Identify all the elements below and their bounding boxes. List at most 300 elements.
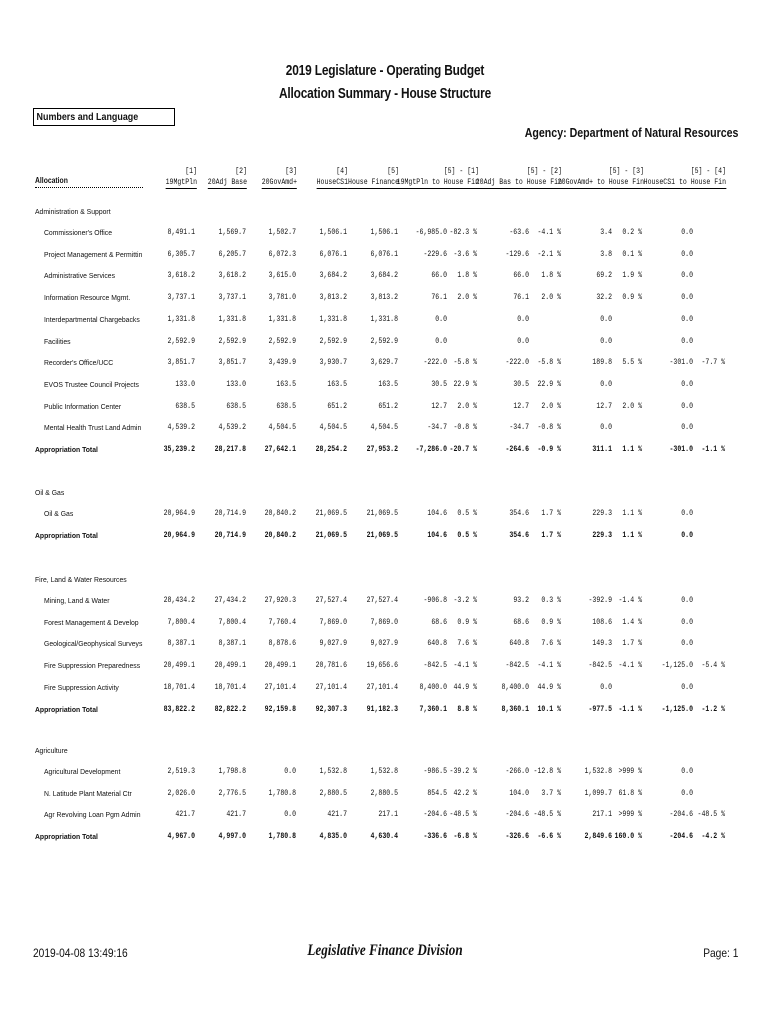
cell-value: -1,125.0 xyxy=(661,660,693,671)
allocation-label: N. Latitude Plant Material Ctr xyxy=(44,788,132,798)
cell-value: 1,099.7 xyxy=(584,787,612,798)
column-header-label: 20Adj Bas to House Fin xyxy=(475,177,562,187)
cell-value: 1.7 % xyxy=(541,508,561,518)
cell-value: 20,781.6 xyxy=(315,660,347,671)
footer-timestamp: 2019-04-08 13:49:16 xyxy=(33,946,128,960)
cell-value: 12.7 xyxy=(431,400,447,411)
cell-value: -3.6 % xyxy=(453,248,477,259)
cell-value: 3,781.0 xyxy=(268,292,296,303)
cell-value: 0.9 % xyxy=(541,616,561,627)
allocation-label: Fire Suppression Activity xyxy=(44,682,119,692)
cell-value: 2,592.9 xyxy=(370,335,398,346)
cell-value: 0.0 xyxy=(681,681,693,692)
cell-value: -48.5 % xyxy=(533,809,561,820)
cell-value: 1.8 % xyxy=(457,270,477,281)
cell-value: 7,869.0 xyxy=(319,616,347,627)
cell-value: 1,798.8 xyxy=(218,766,246,776)
cell-value: -204.6 xyxy=(669,809,693,820)
cell-value: 0.0 xyxy=(681,595,693,605)
cell-value: 18,701.4 xyxy=(163,681,195,692)
allocation-label: Administrative Services xyxy=(44,271,116,281)
allocation-label: Recorder's Office/UCC xyxy=(44,358,114,368)
cell-value: -82.3 % xyxy=(449,227,477,237)
cell-value: 12.7 xyxy=(596,400,612,411)
cell-value: 0.0 xyxy=(435,335,447,346)
cell-value: 217.1 xyxy=(592,809,612,820)
cell-value: 2,519.3 xyxy=(167,766,195,776)
cell-value: 3,851.7 xyxy=(218,357,246,368)
numbers-language-label: Numbers and Language xyxy=(36,111,139,123)
total-value: 35,239.2 xyxy=(163,444,195,454)
total-value: 2,849.6 xyxy=(584,831,612,842)
cell-value: -842.5 xyxy=(423,660,447,671)
cell-value: 0.0 xyxy=(681,248,693,259)
cell-value: 3,629.7 xyxy=(370,357,398,368)
cell-value: 27,101.4 xyxy=(366,681,398,692)
cell-value: 61.8 % xyxy=(618,787,642,798)
cell-value: 9,027.9 xyxy=(319,638,347,649)
cell-value: 8,387.1 xyxy=(218,638,246,649)
allocation-header-underline xyxy=(35,187,143,188)
cell-value: 6,305.7 xyxy=(167,248,195,259)
cell-value: -34.7 xyxy=(509,422,529,433)
cell-value: 104.0 xyxy=(509,787,529,798)
total-value: 0.0 xyxy=(681,529,693,540)
total-value: -1,125.0 xyxy=(661,703,693,714)
cell-value: -0.8 % xyxy=(537,422,561,433)
cell-value: 6,205.7 xyxy=(218,248,246,259)
cell-value: 1.9 % xyxy=(622,270,642,281)
total-value: 83,822.2 xyxy=(163,703,195,714)
total-value: -20.7 % xyxy=(449,444,477,454)
cell-value: 4,504.5 xyxy=(268,422,296,433)
total-value: 311.1 xyxy=(592,444,612,454)
total-value: 4,967.0 xyxy=(167,831,195,842)
cell-value: 0.0 xyxy=(600,422,612,433)
cell-value: 229.3 xyxy=(592,508,612,518)
total-value: 28,217.8 xyxy=(214,444,246,454)
cell-value: 20,499.1 xyxy=(163,660,195,671)
total-value: -264.6 xyxy=(505,444,529,454)
cell-value: 1.1 % xyxy=(622,508,642,518)
column-header-label: House Finance xyxy=(348,177,399,187)
total-value: 1.1 % xyxy=(622,529,642,540)
section-heading: Agriculture xyxy=(35,746,68,755)
cell-value: -4.1 % xyxy=(618,660,642,671)
cell-value: 149.3 xyxy=(592,638,612,649)
column-header-label: 19MgtPln to House Fin xyxy=(396,177,479,187)
cell-value: 2.0 % xyxy=(622,400,642,411)
cell-value: 20,499.1 xyxy=(214,660,246,671)
cell-value: -392.9 xyxy=(588,595,612,605)
cell-value: 0.0 xyxy=(681,270,693,281)
cell-value: 0.0 xyxy=(681,400,693,411)
cell-value: 6,072.3 xyxy=(268,248,296,259)
cell-value: 68.6 xyxy=(513,616,529,627)
cell-value: 163.5 xyxy=(378,378,398,389)
footer-page-number: Page: 1 xyxy=(702,946,738,960)
cell-value: 21,069.5 xyxy=(315,508,347,518)
cell-value: 8,491.1 xyxy=(167,227,195,237)
total-value: 104.6 xyxy=(427,529,447,540)
cell-value: -129.6 xyxy=(505,248,529,259)
total-value: -6.8 % xyxy=(453,831,477,842)
cell-value: -4.1 % xyxy=(537,660,561,671)
cell-value: 2,776.5 xyxy=(218,787,246,798)
cell-value: 4,504.5 xyxy=(370,422,398,433)
allocation-label: Mental Health Trust Land Admin xyxy=(44,423,142,433)
column-number-8: [5] - [3] xyxy=(608,166,644,176)
cell-value: -6,985.0 xyxy=(415,227,447,237)
cell-value: -4.1 % xyxy=(453,660,477,671)
cell-value: -266.0 xyxy=(505,766,529,776)
cell-value: 2.0 % xyxy=(541,400,561,411)
cell-value: 0.0 xyxy=(681,787,693,798)
cell-value: 8,387.1 xyxy=(167,638,195,649)
cell-value: 3.7 % xyxy=(541,787,561,798)
cell-value: 1,331.8 xyxy=(167,313,195,324)
cell-value: 651.2 xyxy=(327,400,347,411)
total-value: 92,307.3 xyxy=(315,703,347,714)
total-value: 1.1 % xyxy=(622,444,642,454)
cell-value: -39.2 % xyxy=(449,766,477,776)
cell-value: 32.2 xyxy=(596,292,612,303)
total-value: -301.0 xyxy=(669,444,693,454)
total-value: 28,254.2 xyxy=(315,444,347,454)
cell-value: 1,331.8 xyxy=(370,313,398,324)
column-number-7: [5] - [2] xyxy=(526,166,562,176)
cell-value: 3,813.2 xyxy=(319,292,347,303)
cell-value: 0.9 % xyxy=(457,616,477,627)
column-header-label: 20Adj Base xyxy=(207,177,247,187)
cell-value: 19,656.6 xyxy=(366,660,398,671)
total-value: 21,069.5 xyxy=(366,529,398,540)
cell-value: 0.0 xyxy=(517,335,529,346)
cell-value: 22.9 % xyxy=(537,378,561,389)
cell-value: -1.4 % xyxy=(618,595,642,605)
cell-value: 7,869.0 xyxy=(370,616,398,627)
cell-value: 27,101.4 xyxy=(315,681,347,692)
allocation-label: Commissioner's Office xyxy=(44,228,113,237)
cell-value: 1.4 % xyxy=(622,616,642,627)
cell-value: 0.0 xyxy=(681,638,693,649)
cell-value: 2,592.9 xyxy=(319,335,347,346)
total-value: 0.5 % xyxy=(457,529,477,540)
total-value: 8,360.1 xyxy=(501,703,529,714)
cell-value: 0.0 xyxy=(435,313,447,324)
cell-value: 0.3 % xyxy=(541,595,561,605)
column-header-9 xyxy=(644,177,726,189)
cell-value: 2,880.5 xyxy=(319,787,347,798)
total-value: -326.6 xyxy=(505,831,529,842)
cell-value: 2,026.0 xyxy=(167,787,195,798)
cell-value: 0.0 xyxy=(600,681,612,692)
allocation-label: Geological/Geophysical Surveys xyxy=(44,639,143,649)
cell-value: 1,506.1 xyxy=(370,227,398,237)
cell-value: 2,880.5 xyxy=(370,787,398,798)
cell-value: 640.8 xyxy=(509,638,529,649)
cell-value: 27,920.3 xyxy=(264,595,296,605)
column-header-5 xyxy=(348,177,399,189)
numbers-language-box xyxy=(33,108,175,126)
cell-value: 30.5 xyxy=(513,378,529,389)
cell-value: 638.5 xyxy=(175,400,195,411)
total-value: -1.1 % xyxy=(701,444,725,454)
total-value: 229.3 xyxy=(592,529,612,540)
cell-value: 0.0 xyxy=(681,292,693,303)
cell-value: 0.0 xyxy=(600,313,612,324)
total-value: -7,286.0 xyxy=(415,444,447,454)
cell-value: 2.0 % xyxy=(457,292,477,303)
column-header-label: 19MgtPln xyxy=(165,177,197,187)
cell-value: 0.1 % xyxy=(622,248,642,259)
cell-value: 44.9 % xyxy=(453,681,477,692)
cell-value: 3,851.7 xyxy=(167,357,195,368)
column-number-6: [5] - [1] xyxy=(443,166,479,176)
cell-value: 1,331.8 xyxy=(268,313,296,324)
cell-value: 3,930.7 xyxy=(319,357,347,368)
cell-value: -204.6 xyxy=(505,809,529,820)
cell-value: 76.1 xyxy=(513,292,529,303)
cell-value: 638.5 xyxy=(276,400,296,411)
cell-value: 28,434.2 xyxy=(163,595,195,605)
total-value: 82,822.2 xyxy=(214,703,246,714)
cell-value: 0.0 xyxy=(681,227,693,237)
cell-value: 68.6 xyxy=(431,616,447,627)
appropriation-total-label: Appropriation Total xyxy=(35,445,98,454)
cell-value: 1,532.8 xyxy=(584,766,612,776)
cell-value: 0.0 xyxy=(517,313,529,324)
cell-value: 5.5 % xyxy=(622,357,642,368)
allocation-label: Project Management & Permittin xyxy=(44,249,143,259)
cell-value: 2,592.9 xyxy=(268,335,296,346)
total-value: 4,997.0 xyxy=(218,831,246,842)
cell-value: 1,331.8 xyxy=(218,313,246,324)
allocation-header: Allocation xyxy=(35,176,68,185)
cell-value: 0.9 % xyxy=(622,292,642,303)
cell-value: 18,701.4 xyxy=(214,681,246,692)
cell-value: 20,964.9 xyxy=(163,508,195,518)
total-value: 160.0 % xyxy=(614,831,642,842)
cell-value: -2.1 % xyxy=(537,248,561,259)
cell-value: 189.8 xyxy=(592,357,612,368)
cell-value: 4,504.5 xyxy=(319,422,347,433)
cell-value: 2,592.9 xyxy=(167,335,195,346)
cell-value: 7,800.4 xyxy=(218,616,246,627)
cell-value: 93.2 xyxy=(513,595,529,605)
cell-value: 20,714.9 xyxy=(214,508,246,518)
cell-value: 638.5 xyxy=(226,400,246,411)
cell-value: -34.7 xyxy=(427,422,447,433)
cell-value: >999 % xyxy=(618,766,642,776)
total-value: 21,069.5 xyxy=(315,529,347,540)
cell-value: 421.7 xyxy=(327,809,347,820)
cell-value: 66.0 xyxy=(513,270,529,281)
allocation-label: Agricultural Development xyxy=(44,767,121,776)
cell-value: 8,878.6 xyxy=(268,638,296,649)
cell-value: 0.0 xyxy=(284,766,296,776)
total-value: -4.2 % xyxy=(701,831,725,842)
cell-value: 133.0 xyxy=(175,378,195,389)
cell-value: -5.8 % xyxy=(453,357,477,368)
cell-value: 2,592.9 xyxy=(218,335,246,346)
cell-value: -5.4 % xyxy=(701,660,725,671)
cell-value: 8,400.0 xyxy=(501,681,529,692)
cell-value: 3,684.2 xyxy=(370,270,398,281)
total-value: 7,360.1 xyxy=(419,703,447,714)
cell-value: 20,840.2 xyxy=(264,508,296,518)
cell-value: 8,400.0 xyxy=(419,681,447,692)
cell-value: 1,502.7 xyxy=(268,227,296,237)
column-header-label: HouseCS1 xyxy=(316,177,348,187)
column-header-7 xyxy=(476,177,562,189)
section-heading: Fire, Land & Water Resources xyxy=(35,575,127,584)
cell-value: 0.2 % xyxy=(622,227,642,237)
cell-value: 1,331.8 xyxy=(319,313,347,324)
cell-value: 6,076.1 xyxy=(319,248,347,259)
allocation-label: Mining, Land & Water xyxy=(44,596,110,605)
cell-value: 27,434.2 xyxy=(214,595,246,605)
cell-value: 133.0 xyxy=(226,378,246,389)
cell-value: 76.1 xyxy=(431,292,447,303)
cell-value: 6,076.1 xyxy=(370,248,398,259)
cell-value: -63.6 xyxy=(509,227,529,237)
cell-value: -12.8 % xyxy=(533,766,561,776)
cell-value: -204.6 xyxy=(423,809,447,820)
cell-value: 1,532.8 xyxy=(319,766,347,776)
cell-value: 1,532.8 xyxy=(370,766,398,776)
cell-value: 7,760.4 xyxy=(268,616,296,627)
cell-value: 42.2 % xyxy=(453,787,477,798)
cell-value: 1.8 % xyxy=(541,270,561,281)
total-value: -977.5 xyxy=(588,703,612,714)
cell-value: 0.0 xyxy=(681,378,693,389)
cell-value: 4,539.2 xyxy=(218,422,246,433)
total-value: 1,780.8 xyxy=(268,831,296,842)
allocation-label: EVOS Trustee Council Projects xyxy=(44,379,139,389)
cell-value: 7.6 % xyxy=(541,638,561,649)
cell-value: 3.4 xyxy=(600,227,612,237)
cell-value: 3,615.0 xyxy=(268,270,296,281)
report-title: 2019 Legislature - Operating Budget xyxy=(285,63,485,79)
column-number-3: [3] xyxy=(285,166,297,176)
cell-value: 0.0 xyxy=(681,766,693,776)
total-value: 92,159.8 xyxy=(264,703,296,714)
cell-value: 0.0 xyxy=(681,508,693,518)
appropriation-total-label: Appropriation Total xyxy=(35,832,98,842)
cell-value: 7,800.4 xyxy=(167,616,195,627)
column-number-4: [4] xyxy=(336,166,348,176)
total-value: 354.6 xyxy=(509,529,529,540)
cell-value: >999 % xyxy=(618,809,642,820)
cell-value: 0.0 xyxy=(681,313,693,324)
cell-value: -4.1 % xyxy=(537,227,561,237)
cell-value: 30.5 xyxy=(431,378,447,389)
column-number-2: [2] xyxy=(235,166,247,176)
cell-value: 0.0 xyxy=(681,422,693,433)
cell-value: -7.7 % xyxy=(701,357,725,368)
cell-value: 3.8 xyxy=(600,248,612,259)
column-header-2 xyxy=(208,177,247,189)
cell-value: 3,618.2 xyxy=(167,270,195,281)
total-value: -336.6 xyxy=(423,831,447,842)
cell-value: -0.8 % xyxy=(453,422,477,433)
column-number-1: [1] xyxy=(185,166,197,176)
agency-label: Agency: Department of Natural Resources xyxy=(524,126,738,140)
cell-value: 4,539.2 xyxy=(167,422,195,433)
cell-value: 651.2 xyxy=(378,400,398,411)
column-header-label: 20GovAmd+ to House Fin xyxy=(557,177,644,187)
total-value: 8.8 % xyxy=(457,703,477,714)
cell-value: 108.6 xyxy=(592,616,612,627)
cell-value: 3,737.1 xyxy=(218,292,246,303)
cell-value: -222.0 xyxy=(505,357,529,368)
section-heading: Oil & Gas xyxy=(35,488,65,497)
column-header-4 xyxy=(317,177,348,189)
cell-value: 0.0 xyxy=(284,809,296,820)
column-number-5: [5] xyxy=(387,166,399,176)
cell-value: -842.5 xyxy=(505,660,529,671)
total-value: 91,182.3 xyxy=(366,703,398,714)
cell-value: 0.0 xyxy=(681,335,693,346)
allocation-label: Facilities xyxy=(44,336,71,346)
cell-value: -906.8 xyxy=(423,595,447,605)
cell-value: 3,618.2 xyxy=(218,270,246,281)
total-value: -6.6 % xyxy=(537,831,561,842)
total-value: 4,835.0 xyxy=(319,831,347,842)
cell-value: 421.7 xyxy=(175,809,195,820)
total-value: -1.2 % xyxy=(701,703,725,714)
allocation-label: Public Information Center xyxy=(44,401,122,411)
cell-value: 69.2 xyxy=(596,270,612,281)
column-header-8 xyxy=(558,177,644,189)
allocation-label: Interdepartmental Chargebacks xyxy=(44,314,140,324)
total-value: 20,840.2 xyxy=(264,529,296,540)
cell-value: 640.8 xyxy=(427,638,447,649)
section-heading: Administration & Support xyxy=(35,207,111,216)
total-value: 4,630.4 xyxy=(370,831,398,842)
cell-value: -5.8 % xyxy=(537,357,561,368)
cell-value: 0.0 xyxy=(600,335,612,346)
cell-value: 22.9 % xyxy=(453,378,477,389)
cell-value: 66.0 xyxy=(431,270,447,281)
cell-value: 3,684.2 xyxy=(319,270,347,281)
cell-value: 27,101.4 xyxy=(264,681,296,692)
cell-value: 9,027.9 xyxy=(370,638,398,649)
cell-value: -229.6 xyxy=(423,248,447,259)
cell-value: 27,527.4 xyxy=(366,595,398,605)
appropriation-total-label: Appropriation Total xyxy=(35,530,98,540)
allocation-label: Fire Suppression Preparedness xyxy=(44,661,141,671)
cell-value: 217.1 xyxy=(378,809,398,820)
cell-value: 3,737.1 xyxy=(167,292,195,303)
cell-value: 421.7 xyxy=(226,809,246,820)
column-number-9: [5] - [4] xyxy=(690,166,726,176)
cell-value: -48.5 % xyxy=(697,809,725,820)
cell-value: 2.0 % xyxy=(457,400,477,411)
cell-value: 163.5 xyxy=(327,378,347,389)
cell-value: 44.9 % xyxy=(537,681,561,692)
cell-value: 7.6 % xyxy=(457,638,477,649)
cell-value: -301.0 xyxy=(669,357,693,368)
total-value: -1.1 % xyxy=(618,703,642,714)
total-value: 27,642.1 xyxy=(264,444,296,454)
cell-value: 104.6 xyxy=(427,508,447,518)
allocation-label: Information Resource Mgmt. xyxy=(44,293,131,303)
allocation-label: Forest Management & Develop xyxy=(44,617,139,627)
cell-value: -222.0 xyxy=(423,357,447,368)
allocation-label: Agr Revolving Loan Pgm Admin xyxy=(44,810,141,820)
